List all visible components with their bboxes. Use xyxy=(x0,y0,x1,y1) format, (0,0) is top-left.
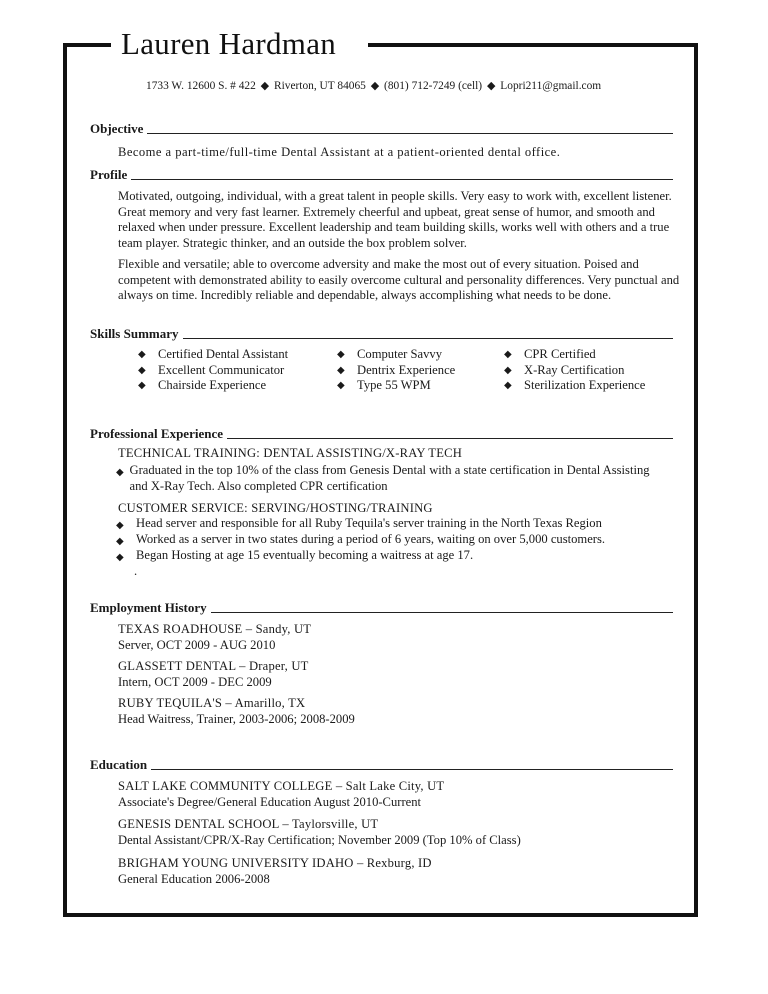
section-rule xyxy=(211,612,673,613)
diamond-icon: ◆ xyxy=(260,80,270,92)
employer-name: RUBY TEQUILA'S – Amarillo, TX xyxy=(118,696,306,710)
diamond-bullet-icon: ◆ xyxy=(504,364,512,376)
diamond-bullet-icon: ◆ xyxy=(116,467,124,478)
section-title: Education xyxy=(90,757,148,772)
school-name: BRIGHAM YOUNG UNIVERSITY IDAHO – Rexburg, ID xyxy=(118,856,432,870)
section-title: Professional Experience xyxy=(90,426,223,441)
profile-paragraph-1: Motivated, outgoing, individual, with a great talent in people skills. Very easy to work with, excellent listener. Great memory and very fast learner. Extremely cheerful and upbeat, great sense of humor, and smooth and relaxed when under pressure. Excellent leadership and team building skills, works well with others and a true team player. Strategic thinker, and an outside the box problem solver. xyxy=(118,189,672,250)
frame-right xyxy=(694,43,698,917)
section-rule xyxy=(131,179,673,180)
diamond-bullet-icon: ◆ xyxy=(116,552,124,563)
diamond-icon: ◆ xyxy=(370,80,380,92)
diamond-bullet-icon: ◆ xyxy=(116,536,124,547)
school-detail: Dental Assistant/CPR/X-Ray Certification; November 2009 (Top 10% of Class) xyxy=(118,833,521,847)
section-rule xyxy=(151,769,673,770)
job-title: CUSTOMER SERVICE: SERVING/HOSTING/TRAINING xyxy=(118,501,433,515)
frame-top-right xyxy=(368,43,698,47)
diamond-bullet-icon: ◆ xyxy=(337,349,345,360)
employer-detail: Head Waitress, Trainer, 2003-2006; 2008-2009 xyxy=(118,712,355,726)
employer-name: GLASSETT DENTAL – Draper, UT xyxy=(118,659,309,673)
skill-item: ◆ Type 55 WPM xyxy=(337,378,431,393)
address: 1733 W. 12600 S. # 422 xyxy=(146,80,256,92)
skills-column-3 xyxy=(504,347,645,394)
section-skills xyxy=(90,326,673,342)
objective-text: Become a part-time/full-time Dental Assistant at a patient-oriented dental office. xyxy=(118,145,561,159)
school-name: SALT LAKE COMMUNITY COLLEGE – Salt Lake City, UT xyxy=(118,779,445,793)
diamond-bullet-icon: ◆ xyxy=(116,520,124,531)
diamond-bullet-icon: ◆ xyxy=(504,380,512,392)
diamond-bullet-icon: ◆ xyxy=(337,364,345,376)
phone: (801) 712-7249 (cell) xyxy=(384,80,483,92)
skills-column-1 xyxy=(138,347,288,394)
skill-item: ◆ CPR Certified xyxy=(504,347,596,361)
job-title: TECHNICAL TRAINING: DENTAL ASSISTING/X-RAY TECH xyxy=(118,446,462,460)
diamond-bullet-icon: ◆ xyxy=(504,349,512,360)
diamond-bullet-icon: ◆ xyxy=(337,380,345,392)
school-detail: Associate's Degree/General Education August 2010-Current xyxy=(118,795,422,809)
profile-paragraph-2: Flexible and versatile; able to overcome adversity and make the most out of every situation. Poised and competent with demonstrated ability to easily overcome cultural and personality differences. Very punctual and always on time. Incredibly reliable and dependable, always accomplishing what needs to be done. xyxy=(118,257,680,302)
employer-detail: Server, OCT 2009 - AUG 2010 xyxy=(118,638,276,652)
section-employment xyxy=(90,600,673,616)
section-rule xyxy=(227,438,673,439)
frame-left xyxy=(63,43,67,917)
job-bullet: ◆ Graduated in the top 10% of the class from Genesis Dental with a state certification in Dental Assisting and X-Ray Tech. Also completed CPR certification xyxy=(116,463,650,493)
diamond-icon: ◆ xyxy=(486,80,496,92)
section-education xyxy=(90,757,673,773)
skill-item: ◆ Certified Dental Assistant xyxy=(138,347,289,361)
skill-item: ◆ Chairside Experience xyxy=(138,378,267,393)
frame-bottom xyxy=(63,913,698,917)
section-title: Employment History xyxy=(90,600,207,615)
section-objective xyxy=(90,121,673,137)
skill-item: ◆ Dentrix Experience xyxy=(337,362,456,377)
job-bullet: ◆ Began Hosting at age 15 eventually becoming a waitress at age 17. xyxy=(116,548,473,566)
section-title: Skills Summary xyxy=(90,326,179,341)
skill-item: ◆ Computer Savvy xyxy=(337,347,443,361)
contact-line xyxy=(146,79,601,92)
employer-name: TEXAS ROADHOUSE – Sandy, UT xyxy=(118,622,312,636)
section-rule xyxy=(147,133,673,134)
trailing-period: . xyxy=(134,564,138,578)
skills-column-2 xyxy=(337,347,455,394)
job-bullet: ◆ Head server and responsible for all Ruby Tequila's server training in the North Texas Region xyxy=(116,516,602,534)
section-experience xyxy=(90,426,673,442)
job-bullet: ◆ Worked as a server in two states during a period of 6 years, waiting on over 5,000 customers. xyxy=(116,532,605,550)
city: Riverton, UT 84065 xyxy=(274,80,366,92)
skill-item: ◆ X-Ray Certification xyxy=(504,362,625,377)
skill-item: ◆ Excellent Communicator xyxy=(138,362,285,377)
skill-item: ◆ Sterilization Experience xyxy=(504,378,646,393)
diamond-bullet-icon: ◆ xyxy=(138,349,146,360)
section-title: Objective xyxy=(90,121,144,136)
frame-top-left xyxy=(63,43,111,47)
school-name: GENESIS DENTAL SCHOOL – Taylorsville, UT xyxy=(118,817,379,831)
resume-name: Lauren Hardman xyxy=(121,26,337,61)
section-rule xyxy=(183,338,674,339)
section-title: Profile xyxy=(90,167,128,182)
school-detail: General Education 2006-2008 xyxy=(118,872,270,886)
section-profile xyxy=(90,167,673,183)
diamond-bullet-icon: ◆ xyxy=(138,364,146,376)
employer-detail: Intern, OCT 2009 - DEC 2009 xyxy=(118,675,272,689)
email: Lopri211@gmail.com xyxy=(500,80,602,92)
diamond-bullet-icon: ◆ xyxy=(138,380,146,392)
